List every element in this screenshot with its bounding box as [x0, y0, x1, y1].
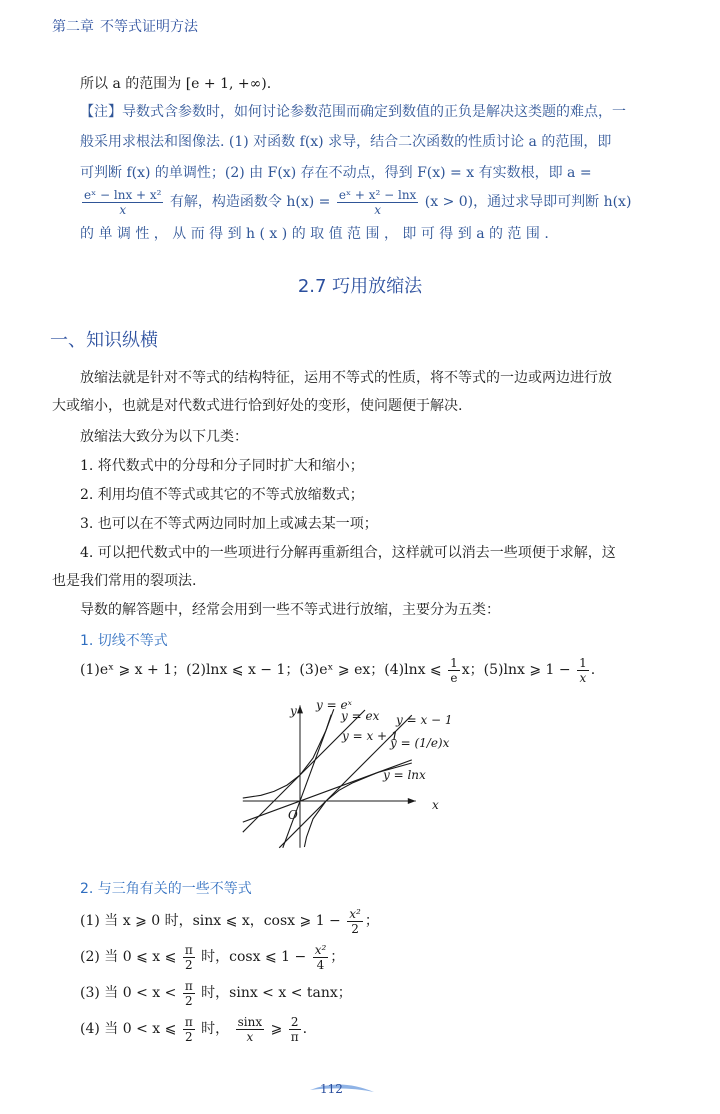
- note-text-1: 导数式含参数时，如何讨论参数范围而确定到数值的正负是解决这类题的难点，一: [122, 104, 626, 120]
- y-axis-label: y: [290, 704, 297, 718]
- fraction-x2-over-2: [347, 907, 363, 936]
- trig-ineq-2-text-a: (2) 当 0 ⩽ x ⩽: [80, 949, 177, 965]
- trig-ineq-3: [80, 976, 352, 1010]
- trig-ineq-1-end: ；: [364, 913, 379, 929]
- fraction-pi-over-2-b-den: 2: [184, 993, 193, 1008]
- trig-ineq-1-text: (1) 当 x ⩾ 0 时，sinx ⩽ x，cosx ⩾ 1 −: [80, 913, 341, 929]
- fraction-one-over-x-den: x: [579, 670, 587, 685]
- note-line-2: 般采用求根法和图像法. (1) 对函数 f(x) 求导，结合二次函数的性质讨论 a 的范围，即: [80, 134, 612, 150]
- trig-ineq-3-text-b: 时，sinx < x < tanx；: [201, 985, 352, 1001]
- series-line-1: [283, 709, 334, 848]
- list-item-3: 3. 也可以在不等式两边同时加上或减去某一项；: [80, 516, 378, 532]
- note-tag: 【注】: [80, 104, 122, 120]
- note-text-4a: 有解，构造函数令 h(x) =: [169, 194, 331, 210]
- trig-ineq-4-end: .: [302, 1021, 308, 1037]
- fraction-a-num: eˣ − lnx + x²: [84, 187, 162, 202]
- fraction-a-den: x: [119, 202, 127, 217]
- fraction-sinx-over-x-den: x: [246, 1029, 254, 1044]
- subheading-trig: 2. 与三角有关的一些不等式: [80, 881, 252, 897]
- page-number: 112: [320, 1082, 343, 1096]
- para-3: 导数的解答题中，经常会用到一些不等式进行放缩，主要分为五类：: [80, 602, 500, 618]
- list-item-4-line-2: 也是我们常用的裂项法.: [52, 573, 197, 589]
- tangent-ineq-a: (1)eˣ ⩾ x + 1；(2)lnx ⩽ x − 1；(3)eˣ ⩾ ex；(4)lnx ⩽: [80, 662, 442, 678]
- series-label-y-x-1: y = x + 1: [342, 729, 399, 743]
- fraction-2-over-pi-num: 2: [290, 1014, 299, 1029]
- fraction-one-over-e-num: 1: [450, 655, 458, 670]
- fraction-2-over-pi-den: π: [290, 1029, 299, 1044]
- para-1-line-1: 放缩法就是针对不等式的结构特征，运用不等式的性质，将不等式的一边或两边进行放: [80, 370, 612, 386]
- fraction-pi-over-2-c-num: π: [184, 1014, 193, 1029]
- trig-ineq-4: [80, 1012, 307, 1046]
- heading-knowledge: 一、知识纵横: [50, 330, 158, 351]
- fraction-one-over-e-den: e: [450, 670, 458, 685]
- fraction-h-num: eˣ + x² − lnx: [338, 187, 417, 202]
- fraction-pi-over-2-den: 2: [184, 957, 193, 972]
- fraction-pi-over-2-b: [183, 979, 195, 1008]
- fraction-x2-over-2-num: x²: [349, 906, 361, 921]
- trig-ineq-3-text-a: (3) 当 0 < x <: [80, 985, 177, 1001]
- fraction-pi-over-2: [183, 943, 195, 972]
- chapter-title: 不等式证明方法: [100, 19, 198, 35]
- fraction-one-over-x-num: 1: [579, 655, 587, 670]
- list-item-2: 2. 利用均值不等式或其它的不等式放缩数式；: [80, 487, 364, 503]
- tangent-ineq-b: x；(5)lnx ⩾ 1 −: [461, 662, 571, 678]
- trig-ineq-2-text-b: 时，cosx ⩽ 1 −: [201, 949, 307, 965]
- series-label-y-ex: y = ex: [341, 709, 380, 723]
- note-line-3: 可判断 f(x) 的单调性；(2) 由 F(x) 存在不动点，得到 F(x) = x 有实数根，即 a =: [80, 165, 592, 181]
- series-label-y-x-1: y = x − 1: [396, 713, 453, 727]
- fraction-sinx-over-x-num: sinx: [237, 1014, 263, 1029]
- result-line: 所以 a 的范围为 [e + 1, +∞).: [80, 76, 272, 92]
- trig-ineq-2-end: ；: [330, 949, 345, 965]
- chapter-label: 第二章: [52, 19, 94, 35]
- para-1-line-2: 大或缩小，也就是对代数式进行恰到好处的变形，使问题便于解决.: [52, 398, 463, 414]
- fraction-x2-over-4-den: 4: [316, 957, 325, 972]
- fraction-pi-over-2-b-num: π: [184, 978, 193, 993]
- trig-ineq-4-ge: ⩾: [270, 1021, 283, 1037]
- fraction-h-den: x: [374, 202, 381, 217]
- x-axis-arrow-icon: [408, 798, 416, 804]
- subheading-tangent: 1. 切线不等式: [80, 633, 168, 649]
- series-label-y-1-e-x: y = (1/e)x: [390, 736, 450, 750]
- fraction-sinx-over-x: [236, 1015, 265, 1044]
- series-label-y-lnx: y = lnx: [383, 768, 426, 782]
- fraction-x2-over-2-den: 2: [351, 921, 359, 936]
- list-item-1: 1. 将代数式中的分母和分子同时扩大和缩小；: [80, 458, 364, 474]
- trig-ineq-4-text-a: (4) 当 0 < x ⩽: [80, 1021, 177, 1037]
- origin-label: O: [288, 808, 298, 822]
- fraction-pi-over-2-num: π: [184, 942, 193, 957]
- list-item-4-line-1: 4. 可以把代数式中的一些项进行分解再重新组合，这样就可以消去一些项便于求解，这: [80, 545, 616, 561]
- x-axis-label: x: [432, 798, 439, 812]
- fraction-x2-over-4-num: x²: [314, 942, 327, 957]
- fraction-pi-over-2-c-den: 2: [184, 1029, 193, 1044]
- fraction-pi-over-2-c: [183, 1015, 195, 1044]
- fraction-x2-over-4: [313, 943, 329, 972]
- fraction-2-over-pi: [289, 1015, 301, 1044]
- trig-ineq-4-text-b: 时，: [201, 1021, 230, 1037]
- note-line-5: 的 单 调 性 ， 从 而 得 到 h ( x ) 的 取 值 范 围 ， 即 可 得 到 a 的 范 围 .: [80, 226, 549, 242]
- series-label-y-e: y = eˣ: [316, 698, 352, 712]
- para-2: 放缩法大致分为以下几类：: [80, 429, 248, 445]
- section-title: 2.7 巧用放缩法: [297, 276, 423, 297]
- note-text-4b: (x > 0)，通过求导即可判断 h(x): [424, 194, 632, 210]
- trig-ineq-2: [80, 940, 344, 974]
- trig-ineq-1: [80, 904, 379, 938]
- tangent-ineq-end: .: [590, 662, 596, 678]
- y-axis-arrow-icon: [297, 705, 303, 713]
